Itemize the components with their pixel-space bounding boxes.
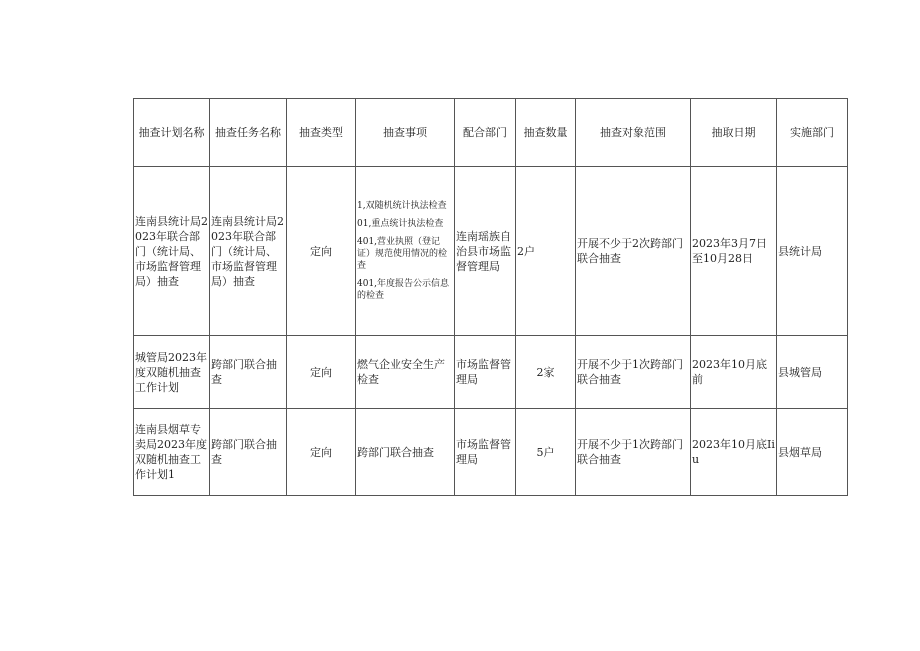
header-type: 抽查类型 [287, 99, 356, 167]
quantity-cell: 5户 [516, 409, 576, 496]
task-name-cell: 跨部门联合抽查 [210, 409, 287, 496]
item-text: 01,重点统计执法检查 [357, 219, 444, 229]
item-text: 401,营业执照（登记证）规范使用情况的检查 [357, 237, 448, 271]
partner-cell: 市场监督管理局 [455, 336, 516, 409]
scope-cell: 开展不少于2次跨部门联合抽查 [576, 167, 691, 336]
dept-cell: 县城管局 [777, 336, 848, 409]
quantity-cell: 2户 [516, 167, 576, 336]
header-plan-name: 抽查计划名称 [134, 99, 210, 167]
header-partner: 配合部门 [455, 99, 516, 167]
partner-cell: 连南瑶族自治县市场监督管理局 [455, 167, 516, 336]
type-cell: 定向 [287, 167, 356, 336]
header-task-name: 抽查任务名称 [210, 99, 287, 167]
date-cell: 2023年10月底前 [691, 336, 777, 409]
date-cell: 2023年10月底Iiu [691, 409, 777, 496]
type-cell: 定向 [287, 409, 356, 496]
header-quantity: 抽查数量 [516, 99, 576, 167]
items-cell: 燃气企业安全生产检查 [356, 336, 455, 409]
inspection-plan-table [133, 98, 848, 496]
item-text: 1,双随机统计执法检查 [357, 201, 447, 211]
header-date: 抽取日期 [691, 99, 777, 167]
item-text: 401,年度报告公示信息的检查 [357, 279, 450, 301]
plan-name-cell: 城管局2023年度双随机抽查工作计划 [134, 336, 210, 409]
dept-cell: 县烟草局 [777, 409, 848, 496]
quantity-cell: 2家 [516, 336, 576, 409]
partner-cell: 市场监督管理局 [455, 409, 516, 496]
plan-name-cell: 连南县烟草专卖局2023年度双随机抽查工作计划1 [134, 409, 210, 496]
items-cell: 跨部门联合抽查 [356, 409, 455, 496]
date-cell: 2023年3月7日至10月28日 [691, 167, 777, 336]
table-row [134, 409, 848, 496]
table-row [134, 336, 848, 409]
task-name-cell: 跨部门联合抽查 [210, 336, 287, 409]
scope-cell: 开展不少于1次跨部门联合抽查 [576, 409, 691, 496]
header-scope: 抽查对象范围 [576, 99, 691, 167]
items-cell [356, 167, 455, 336]
header-dept: 实施部门 [777, 99, 848, 167]
dept-cell: 县统计局 [777, 167, 848, 336]
table-row [134, 167, 848, 336]
table-header-row [134, 99, 848, 167]
scope-cell: 开展不少于1次跨部门联合抽查 [576, 336, 691, 409]
header-items: 抽查事项 [356, 99, 455, 167]
task-name-cell: 连南县统计局2023年联合部门（统计局、市场监督管理局）抽查 [210, 167, 287, 336]
plan-name-cell: 连南县统计局2023年联合部门（统计局、市场监督管理局）抽查 [134, 167, 210, 336]
type-cell: 定向 [287, 336, 356, 409]
